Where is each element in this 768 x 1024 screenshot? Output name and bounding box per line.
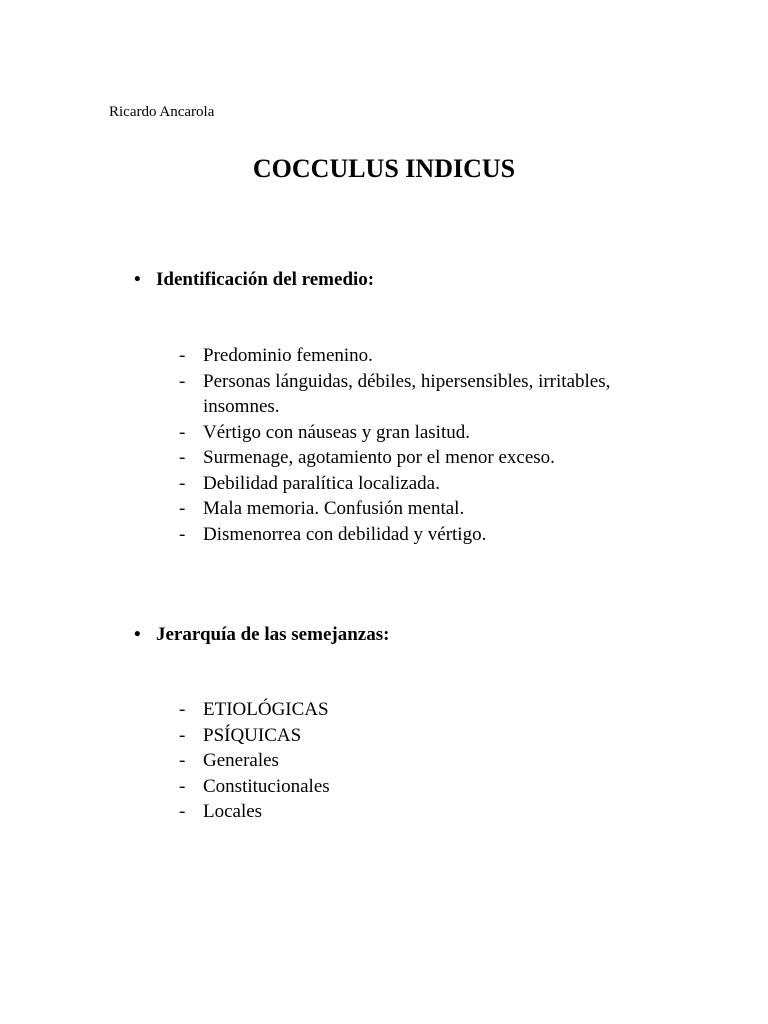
- dash-bullet: -: [179, 724, 186, 746]
- dash-bullet: -: [179, 750, 186, 771]
- list-item: [179, 697, 643, 723]
- list-item-text: Mala memoria. Confusión mental.: [203, 498, 465, 519]
- dash-bullet: -: [179, 472, 186, 494]
- dash-bullet: -: [179, 775, 186, 797]
- document-title: COCCULUS INDICUS: [252, 154, 516, 183]
- jerarquia-list: [179, 697, 643, 825]
- author-name: Ricardo Ancarola: [109, 104, 215, 120]
- section-heading-jerarquia: [134, 622, 389, 648]
- list-item-text: Locales: [203, 801, 263, 822]
- list-item-text: Dismenorrea con debilidad y vértigo.: [203, 523, 487, 545]
- list-item: [179, 471, 643, 497]
- list-item-text: Constitucionales: [203, 775, 330, 797]
- list-item-text: Debilidad paralítica localizada.: [203, 472, 440, 494]
- list-item: [179, 369, 643, 420]
- list-item: [179, 774, 643, 800]
- list-item-text: ETIOLÓGICAS: [203, 699, 329, 720]
- list-item: [179, 748, 643, 774]
- dash-bullet: -: [179, 447, 186, 468]
- section-heading-identificacion: [134, 267, 374, 293]
- bullet-icon: •: [134, 624, 141, 645]
- list-item-text: Surmenage, agotamiento por el menor exceso.: [203, 447, 555, 468]
- dash-bullet: -: [179, 345, 186, 366]
- list-item: [179, 723, 643, 749]
- list-item-text: Generales: [203, 750, 279, 771]
- list-item-text: Vértigo con náuseas y gran lasitud.: [203, 421, 470, 443]
- list-item-text: Predominio femenino.: [203, 345, 373, 366]
- list-item-text: PSÍQUICAS: [203, 724, 302, 746]
- list-item: [179, 496, 643, 522]
- dash-bullet: -: [179, 801, 186, 822]
- dash-bullet: -: [179, 370, 186, 392]
- dash-bullet: -: [179, 523, 186, 545]
- list-item: [179, 799, 643, 825]
- section-heading-text: Identificación del remedio:: [156, 269, 375, 290]
- list-item: [179, 343, 643, 369]
- identificacion-list: [179, 343, 643, 547]
- list-item-text: Personas lánguidas, débiles, hipersensibles, irritables, insomnes.: [203, 370, 611, 417]
- list-item: [179, 420, 643, 446]
- bullet-icon: •: [134, 269, 141, 290]
- list-item: [179, 445, 643, 471]
- dash-bullet: -: [179, 699, 186, 720]
- list-item: [179, 522, 643, 548]
- dash-bullet: -: [179, 421, 186, 443]
- dash-bullet: -: [179, 498, 186, 519]
- section-heading-text: Jerarquía de las semejanzas:: [156, 624, 390, 645]
